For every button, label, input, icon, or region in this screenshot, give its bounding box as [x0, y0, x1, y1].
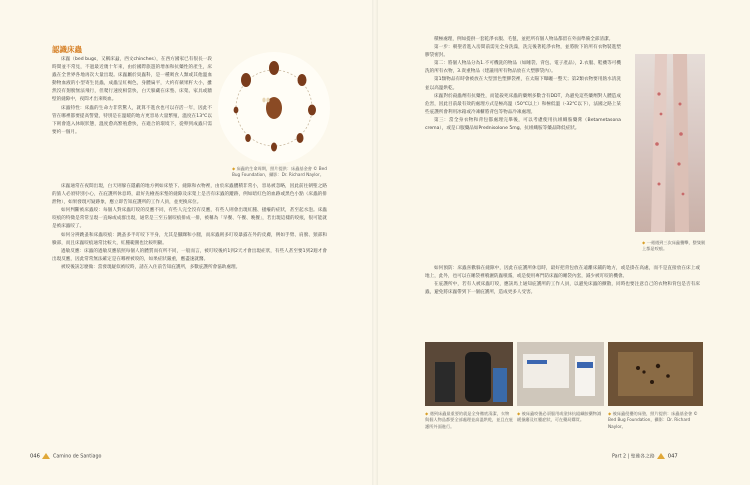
photo-caption-2 [517, 411, 604, 424]
caption-text: 一週遇到三次床蟲襲擊，整隻腿上都是咬痕。 [642, 240, 706, 252]
paragraph: 第1類物品有時會被放在大型黑色塑膠袋裡，在太陽下曝曬一整天；第2類衣物要用熱水清洗並以高溫烘乾。 [425, 77, 621, 91]
caption-text: 被床蟲咬後必須服用或塗抹抗組織胺藥物減緩搔癢及紅腫症狀，可在藥局購買。 [517, 411, 602, 423]
caption-text: 床蟲的生命周期，照片提供：床蟲基金會 © Bed Bug Foundation，攝影：Dr. Richard Naylor。 [232, 166, 327, 178]
legs-caption [642, 240, 706, 253]
paragraph: 第一步：朝聖者進入房間前需先全身洗澡，洗完後著乾淨衣物，並將脫下的所有衣物裝進塑膠袋密封。 [425, 45, 621, 59]
caption-bullet-icon: ◆ [608, 411, 613, 416]
paragraph: 床蟲通常在夜間出現，白天則躲在隱蔽的地方例如床墊下、縫隙和衣物裡，由於床蟲體積非常小，容易被忽略，因此前往朝聖之路的旅人必須特別小心，在庇護所休息時，最好先檢查床墊的縫隙及床架上是否有床蟲的蹤跡，例如暗紅色的血跡或黑色小點（床蟲的排泄物），如果發現可疑跡象，應立即告知庇護所的工作人員，並更換床位。 [52, 184, 327, 206]
caption-text: 被床蟲侵擾的床墊，照片提供：床蟲基金會 © Bed Bug Foundation，攝影：Dr. Richard Naylor。 [608, 411, 698, 429]
book-title: Camino de Santiago [52, 454, 102, 460]
photo-caption-3 [608, 411, 703, 430]
paragraph: 被咬後該怎麼做：當發現疑似被咬時，請在入住前告知庇護所，多數庇護所會協助處理。 [61, 264, 241, 270]
scallop-shell-icon [656, 452, 666, 460]
infested-mattress-photo [608, 342, 703, 406]
caption-bullet-icon: ◆ [425, 411, 430, 416]
main-column [52, 183, 327, 272]
lifecycle-diagram [218, 52, 330, 164]
page-number: 047 [667, 453, 678, 460]
caption-text: 遇到床蟲最重要的就是全身徹底清潔，衣物與個人物品都要全部處理並高溫烘乾，並且在庇護所外面進行。 [425, 411, 513, 429]
caption-bullet-icon: ◆ [642, 240, 647, 245]
intro-column [52, 56, 212, 137]
section-title: 認識床蟲 [52, 45, 82, 54]
laundry-photo [425, 342, 513, 406]
paragraph: 床蟲特性：床蟲的生命力非常驚人，就算不進食也可以存活一年，因此不管在哪裡都要提高警覺，特別是在溫暖的地方更容易大量繁殖，溫度在13℃以下則會進入休眠狀態，溫度愈高繁殖愈快，在適合的環境下，從卵到成蟲只需要約一個月。 [52, 105, 212, 135]
paragraph: 如何判斷被床蟲咬：每個人對床蟲叮咬的反應不同，有些人完全沒有反應，有些人則會出現紅腫、搔癢的症狀，甚至起水泡。床蟲咬痕的特徵是常常呈現一直線或成群出現，通常是三至五個咬痕排成一排，被稱為「早餐、午餐、晚餐」，若出現這樣的咬痕，很可能就是被床蟲咬了。 [52, 208, 327, 230]
left-footer [30, 452, 101, 460]
paragraph: 如何預防：床蟲喜歡躲在縫隙中，因此在庇護所休息時，最好把背包放在遠離床鋪的地方，或是掛在高處，而不是直接放在床上或地上，此外，也可以在睡袋裡噴灑防蟲噴霧，或是使用專門防床蟲的睡袋內套，減少被叮咬的機會。 [425, 266, 700, 280]
right-column-top [425, 36, 621, 133]
scallop-shell-icon [41, 452, 51, 460]
part-label: Part 2 | 聖雅各之路 [612, 454, 655, 460]
bitten-legs-photo [635, 54, 705, 232]
paragraph: 床蟲（bed bugs，又稱床蝨，西文chinches），在西方國家已有很長一段時間並不常見，不過最近幾十年來，由於國際旅遊的增加和抗藥性的產生，床蟲在全世界各地再次大量出現。床蟲屬於臭蟲科，是一種吸食人類或其他溫血動物血液的小型寄生昆蟲，成蟲呈紅褐色，身體扁平，大約有蘋果籽大小，雖然沒有翅膀無法飛行，但爬行速度相當快，白天躲藏在床墊、床架、家具或牆壁的縫隙中，夜間才出來吸血。 [52, 57, 212, 103]
right-footer [612, 452, 678, 460]
paragraph: 床蟲對於殺蟲劑有抗藥性，而能殺死床蟲的藥劑多數含有DDT，為避免這些藥劑對人體造成危害，因此目前最有效的處理方式是極高溫（50℃以上）和極低溫（-32℃以下），法國之路上某些庇護所會利用冰箱或冷凍櫃將背包等物品冷凍處理。 [425, 93, 621, 115]
caption-bullet-icon: ◆ [517, 411, 522, 416]
paragraph: 如何分辨跳蚤和床蟲咬痕：跳蚤多半叮咬下半身，尤其是腳踝和小腿，而床蟲則多叮咬暴露在外的皮膚，例如手臂、肩膀、頸部和臉部，而且床蟲咬痕通常比較大，紅腫範圍也比較明顯。 [52, 232, 327, 246]
page-number: 046 [30, 453, 40, 460]
book-gutter [372, 0, 378, 485]
right-column-bottom [425, 265, 700, 297]
paragraph: 第二：將個人物品分為1.不可機洗的物品（如睡袋、背包、電子產品），2.衣服、鞋襪等可機洗的所有衣物，3.貴重物品（建議用所有物品放在大塑膠袋內）。 [425, 61, 621, 75]
caption-bullet-icon: ◆ [232, 166, 237, 171]
lifecycle-illustration [218, 52, 330, 164]
paragraph: 積極處理，例如提供一套乾淨衣服、毛毯，並把所有個人物品都留在外面準備全部清潔。 [434, 37, 614, 42]
medicine-photo [517, 342, 604, 406]
photo-caption-1 [425, 411, 513, 430]
paragraph: 在庇護所中，若有人被床蟲叮咬，應該馬上通知庇護所的工作人員，以避免床蟲的擴散，同時也要注意自己的衣物和背包是否有床蟲，避免將床蟲帶到下一個庇護所，造成更多人受害。 [425, 282, 700, 296]
lifecycle-caption [232, 166, 328, 179]
paragraph: 第三：當全身衣物和背包都處理完畢後，可以考慮使用抗組織胺藥膏（Betametasona crema），或是口服藥品如Prednisolone 5mg、抗組織胺等藥品降低症狀。 [425, 117, 621, 132]
paragraph: 過敏反應：床蟲的過敏反應依照每個人的體質而有所不同，一般而言，被叮咬後約1到2天才會出現症狀，有些人甚至要1到2週才會出現反應，因此常常無法確定是在哪裡被咬的，如果症狀嚴重，應盡速就醫。 [52, 248, 327, 262]
